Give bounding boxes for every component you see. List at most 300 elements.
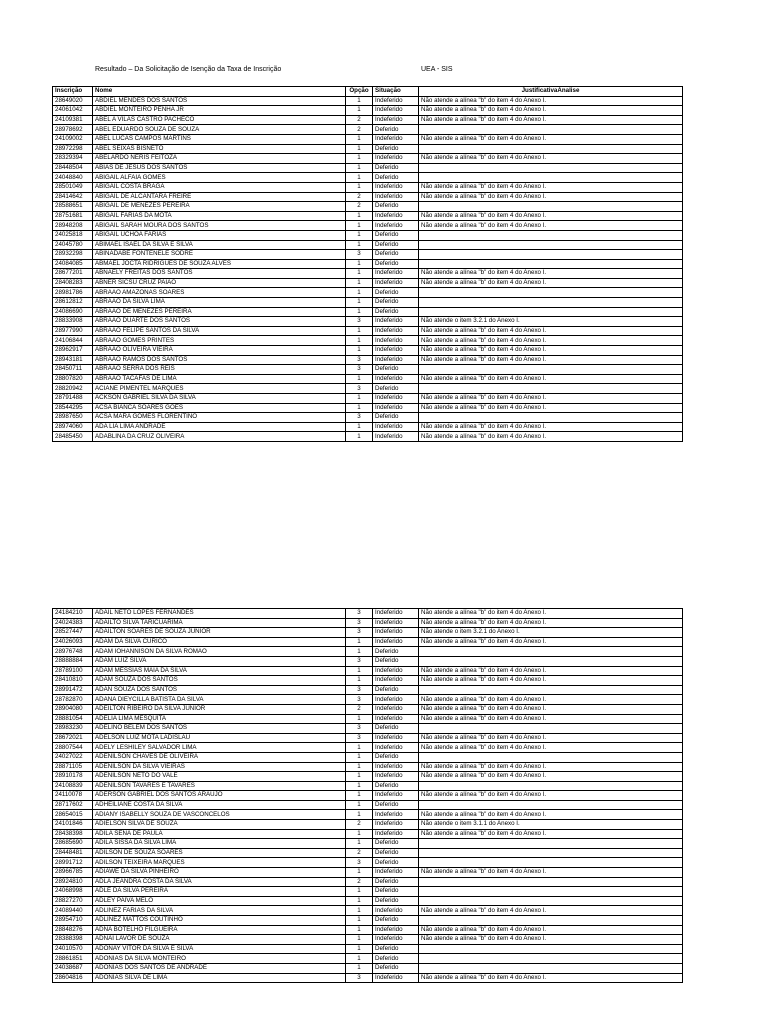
table-row — [53, 240, 683, 250]
cell-justificativa — [419, 307, 683, 317]
cell-situacao: Indeferido — [373, 695, 419, 705]
cell-justificativa: Não atende a alínea "b" do item 4 do Anexo I. — [419, 695, 683, 705]
cell-opcao: 2 — [346, 202, 373, 212]
cell-nome: ADAM DA SILVA CURICO — [93, 637, 346, 647]
cell-opcao: 1 — [346, 752, 373, 762]
cell-justificativa — [419, 858, 683, 868]
cell-nome: ABIAS DE JESUS DOS SANTOS — [93, 163, 346, 173]
cell-nome: ADLINEZ MATTOS COUTINHO — [93, 916, 346, 926]
table-row — [53, 413, 683, 423]
results-table-page-2 — [52, 608, 683, 983]
cell-inscricao: 28408283 — [53, 278, 93, 288]
cell-inscricao: 28904080 — [53, 704, 93, 714]
cell-justificativa — [419, 413, 683, 423]
cell-justificativa: Não atende a alínea "b" do item 4 do Anexo I. — [419, 211, 683, 221]
table-row — [53, 365, 683, 375]
cell-opcao: 3 — [346, 724, 373, 734]
table-row — [53, 202, 683, 212]
cell-nome: ADHEILIANE COSTA DA SILVA — [93, 800, 346, 810]
cell-nome: ABRAAO RAMOS DOS SANTOS — [93, 355, 346, 365]
cell-justificativa — [419, 144, 683, 154]
cell-justificativa — [419, 230, 683, 240]
cell-opcao: 1 — [346, 800, 373, 810]
cell-inscricao: 28751681 — [53, 211, 93, 221]
cell-inscricao: 28717602 — [53, 800, 93, 810]
cell-justificativa: Não atende o item 3.2.1 do Anexo I. — [419, 628, 683, 638]
cell-nome: ABIGAIL COSTA BRAGA — [93, 182, 346, 192]
cell-nome: ABIGAIL ALFAIA GOMES — [93, 173, 346, 183]
table-row — [53, 278, 683, 288]
cell-justificativa: Não atende o item 3.1.1 do Anexo I. — [419, 820, 683, 830]
cell-situacao: Deferido — [373, 163, 419, 173]
cell-opcao: 2 — [346, 704, 373, 714]
cell-opcao: 1 — [346, 935, 373, 945]
table-row — [53, 134, 683, 144]
cell-inscricao: 24038687 — [53, 963, 93, 973]
cell-nome: ADONIAS SILVA DE LIMA — [93, 973, 346, 983]
cell-opcao: 2 — [346, 848, 373, 858]
table-row — [53, 637, 683, 647]
table-row — [53, 877, 683, 887]
table-row — [53, 752, 683, 762]
table-row — [53, 609, 683, 619]
cell-inscricao: 28672021 — [53, 733, 93, 743]
cell-justificativa: Não atende a alínea "b" do item 4 do Anexo I. — [419, 221, 683, 231]
cell-inscricao: 28924810 — [53, 877, 93, 887]
cell-justificativa: Não atende a alínea "b" do item 4 do Anexo I. — [419, 618, 683, 628]
cell-situacao: Indeferido — [373, 973, 419, 983]
cell-nome: ADAM SOUZA DOS SANTOS — [93, 676, 346, 686]
table-row — [53, 346, 683, 356]
cell-nome: ADA LIA LIMA ANDRADE — [93, 422, 346, 432]
table-row — [53, 403, 683, 413]
cell-situacao: Indeferido — [373, 182, 419, 192]
cell-opcao: 1 — [346, 240, 373, 250]
cell-situacao: Deferido — [373, 144, 419, 154]
cell-opcao: 3 — [346, 685, 373, 695]
cell-nome: ABEL SEIXAS BISNETO — [93, 144, 346, 154]
cell-situacao: Deferido — [373, 259, 419, 269]
cell-nome: ABNER SICSU CRUZ PAIAO — [93, 278, 346, 288]
cell-nome: ABIGAIL DE MENEZES PEREIRA — [93, 202, 346, 212]
cell-justificativa: Não atende a alínea "b" do item 4 do Anexo I. — [419, 704, 683, 714]
cell-nome: ADENILSON NETO DO VALE — [93, 772, 346, 782]
cell-situacao: Deferido — [373, 173, 419, 183]
cell-inscricao: 24010570 — [53, 944, 93, 954]
cell-opcao: 1 — [346, 182, 373, 192]
cell-nome: ABEL EDUARDO SOUZA DE SOUZA — [93, 125, 346, 135]
cell-justificativa — [419, 125, 683, 135]
cell-opcao: 3 — [346, 973, 373, 983]
cell-inscricao: 24061042 — [53, 106, 93, 116]
cell-nome: ABRAAO DUARTE DOS SANTOS — [93, 317, 346, 327]
document-org: UEA - SIS — [421, 66, 453, 73]
cell-situacao: Indeferido — [373, 432, 419, 442]
table-row — [53, 230, 683, 240]
cell-nome: ABMAEL JOCTA RIDRIGUES DE SOUZA ALVES — [93, 259, 346, 269]
cell-situacao: Deferido — [373, 656, 419, 666]
cell-inscricao: 28972298 — [53, 144, 93, 154]
cell-situacao: Deferido — [373, 288, 419, 298]
cell-nome: ADILSON DE SOUZA SOARES — [93, 848, 346, 858]
cell-justificativa — [419, 887, 683, 897]
cell-nome: ABELARDO NERIS FEITOZA — [93, 154, 346, 164]
cell-justificativa — [419, 202, 683, 212]
cell-opcao: 1 — [346, 829, 373, 839]
cell-justificativa — [419, 848, 683, 858]
cell-situacao: Indeferido — [373, 154, 419, 164]
table-row — [53, 973, 683, 983]
cell-nome: ADIAWE DA SILVA PINHEIRO — [93, 868, 346, 878]
table-row — [53, 743, 683, 753]
cell-inscricao: 24026093 — [53, 637, 93, 647]
cell-opcao: 1 — [346, 714, 373, 724]
cell-inscricao: 24025818 — [53, 230, 93, 240]
table-row — [53, 106, 683, 116]
cell-situacao: Deferido — [373, 954, 419, 964]
cell-justificativa: Não atende a alínea "b" do item 4 do Anexo I. — [419, 346, 683, 356]
cell-opcao: 1 — [346, 925, 373, 935]
cell-justificativa: Não atende a alínea "b" do item 4 do Anexo I. — [419, 676, 683, 686]
cell-justificativa: Não atende a alínea "b" do item 4 do Anexo I. — [419, 906, 683, 916]
cell-opcao: 1 — [346, 791, 373, 801]
cell-inscricao: 24101846 — [53, 820, 93, 830]
cell-opcao: 1 — [346, 96, 373, 106]
cell-justificativa — [419, 173, 683, 183]
cell-situacao: Indeferido — [373, 278, 419, 288]
cell-inscricao: 28848276 — [53, 925, 93, 935]
cell-situacao: Deferido — [373, 916, 419, 926]
cell-justificativa — [419, 685, 683, 695]
cell-justificativa: Não atende a alínea "b" do item 4 do Anexo I. — [419, 772, 683, 782]
cell-opcao: 3 — [346, 317, 373, 327]
cell-situacao: Deferido — [373, 800, 419, 810]
cell-opcao: 1 — [346, 432, 373, 442]
cell-inscricao: 28329394 — [53, 154, 93, 164]
cell-situacao: Deferido — [373, 963, 419, 973]
cell-inscricao: 28820942 — [53, 384, 93, 394]
cell-nome: ACSA BIANCA SOARES GOES — [93, 403, 346, 413]
cell-inscricao: 28932298 — [53, 250, 93, 260]
cell-justificativa — [419, 781, 683, 791]
cell-nome: ADIELSON SILVA DE SOUZA — [93, 820, 346, 830]
cell-opcao: 1 — [346, 336, 373, 346]
cell-nome: ACSA MARA GOMES FLORENTINO — [93, 413, 346, 423]
cell-situacao: Indeferido — [373, 820, 419, 830]
cell-inscricao: 24086690 — [53, 307, 93, 317]
cell-nome: ADONIAS DOS SANTOS DE ANDRADE — [93, 963, 346, 973]
cell-opcao: 3 — [346, 618, 373, 628]
cell-inscricao: 28910178 — [53, 772, 93, 782]
cell-inscricao: 24045780 — [53, 240, 93, 250]
cell-situacao: Indeferido — [373, 762, 419, 772]
cell-justificativa — [419, 163, 683, 173]
cell-inscricao: 28976748 — [53, 647, 93, 657]
cell-opcao: 1 — [346, 781, 373, 791]
table-row — [53, 666, 683, 676]
cell-situacao: Indeferido — [373, 714, 419, 724]
cell-justificativa: Não atende a alínea "b" do item 4 do Anexo I. — [419, 791, 683, 801]
cell-nome: ADELINO BELEM DOS SANTOS — [93, 724, 346, 734]
cell-situacao: Deferido — [373, 944, 419, 954]
cell-nome: ADONIAS DA SILVA MONTEIRO — [93, 954, 346, 964]
cell-opcao: 1 — [346, 887, 373, 897]
cell-situacao: Indeferido — [373, 106, 419, 116]
cell-situacao: Deferido — [373, 125, 419, 135]
cell-nome: ADNA BOTELHO FILGUEIRA — [93, 925, 346, 935]
cell-opcao: 1 — [346, 298, 373, 308]
table-row — [53, 714, 683, 724]
cell-justificativa — [419, 752, 683, 762]
cell-opcao: 3 — [346, 656, 373, 666]
cell-justificativa: Não atende a alínea "b" do item 4 do Anexo I. — [419, 422, 683, 432]
cell-opcao: 3 — [346, 250, 373, 260]
cell-justificativa — [419, 944, 683, 954]
cell-nome: ACKSON GABRIEL SILVA DA SILVA — [93, 394, 346, 404]
cell-justificativa — [419, 288, 683, 298]
table-row — [53, 925, 683, 935]
table-row — [53, 269, 683, 279]
cell-situacao: Indeferido — [373, 317, 419, 327]
cell-situacao: Indeferido — [373, 733, 419, 743]
cell-opcao: 1 — [346, 394, 373, 404]
cell-opcao: 1 — [346, 637, 373, 647]
cell-nome: ABRAAO AMAZONAS SOARES — [93, 288, 346, 298]
cell-opcao: 3 — [346, 384, 373, 394]
cell-inscricao: 28943181 — [53, 355, 93, 365]
cell-opcao: 1 — [346, 307, 373, 317]
cell-inscricao: 28983230 — [53, 724, 93, 734]
cell-situacao: Indeferido — [373, 192, 419, 202]
cell-justificativa: Não atende a alínea "b" do item 4 do Anexo I. — [419, 154, 683, 164]
cell-situacao: Indeferido — [373, 906, 419, 916]
cell-inscricao: 28991712 — [53, 858, 93, 868]
cell-situacao: Deferido — [373, 298, 419, 308]
cell-situacao: Indeferido — [373, 355, 419, 365]
cell-opcao: 1 — [346, 666, 373, 676]
cell-situacao: Deferido — [373, 647, 419, 657]
cell-situacao: Indeferido — [373, 829, 419, 839]
cell-justificativa — [419, 647, 683, 657]
cell-situacao: Deferido — [373, 887, 419, 897]
cell-inscricao: 28438398 — [53, 829, 93, 839]
header-nome: Nome — [93, 87, 346, 97]
cell-opcao: 1 — [346, 896, 373, 906]
cell-nome: ADENILSON CHAVES DE OLIVEIRA — [93, 752, 346, 762]
cell-situacao: Indeferido — [373, 346, 419, 356]
cell-justificativa: Não atende a alínea "b" do item 4 do Anexo I. — [419, 666, 683, 676]
cell-opcao: 1 — [346, 916, 373, 926]
table-row — [53, 144, 683, 154]
cell-inscricao: 24108839 — [53, 781, 93, 791]
cell-nome: ADAM MESSIAS MAIA DA SILVA — [93, 666, 346, 676]
table-row — [53, 154, 683, 164]
cell-opcao: 1 — [346, 278, 373, 288]
cell-inscricao: 28861851 — [53, 954, 93, 964]
cell-opcao: 1 — [346, 868, 373, 878]
cell-justificativa: Não atende a alínea "b" do item 4 do Anexo I. — [419, 829, 683, 839]
table-row — [53, 733, 683, 743]
cell-inscricao: 24109381 — [53, 115, 93, 125]
table-row — [53, 307, 683, 317]
cell-justificativa: Não atende a alínea "b" do item 4 do Anexo I. — [419, 810, 683, 820]
cell-inscricao: 28685690 — [53, 839, 93, 849]
table-row — [53, 221, 683, 231]
header-opcao: Opção — [346, 87, 373, 97]
cell-situacao: Indeferido — [373, 772, 419, 782]
cell-opcao: 1 — [346, 422, 373, 432]
cell-inscricao: 24110078 — [53, 791, 93, 801]
cell-inscricao: 28654015 — [53, 810, 93, 820]
cell-nome: ADAILTO SILVA TARICUARIMA — [93, 618, 346, 628]
cell-opcao: 3 — [346, 413, 373, 423]
cell-opcao: 3 — [346, 628, 373, 638]
cell-situacao: Deferido — [373, 413, 419, 423]
cell-opcao: 1 — [346, 954, 373, 964]
table-row — [53, 963, 683, 973]
cell-justificativa: Não atende a alínea "b" do item 4 do Anexo I. — [419, 134, 683, 144]
cell-opcao: 1 — [346, 346, 373, 356]
cell-inscricao: 28791488 — [53, 394, 93, 404]
cell-justificativa — [419, 877, 683, 887]
cell-opcao: 3 — [346, 355, 373, 365]
cell-nome: ABRAAO DA SILVA LIMA — [93, 298, 346, 308]
cell-justificativa: Não atende a alínea "b" do item 4 do Anexo I. — [419, 269, 683, 279]
table-row — [53, 695, 683, 705]
cell-inscricao: 28448481 — [53, 848, 93, 858]
cell-inscricao: 28588651 — [53, 202, 93, 212]
cell-inscricao: 24068998 — [53, 887, 93, 897]
cell-inscricao: 28677201 — [53, 269, 93, 279]
cell-opcao: 1 — [346, 288, 373, 298]
cell-nome: ABEL A VILAS CASTRO PACHECO — [93, 115, 346, 125]
cell-situacao: Indeferido — [373, 618, 419, 628]
cell-opcao: 1 — [346, 269, 373, 279]
cell-inscricao: 28977990 — [53, 326, 93, 336]
table-row — [53, 800, 683, 810]
cell-inscricao: 28501049 — [53, 182, 93, 192]
cell-inscricao: 28612812 — [53, 298, 93, 308]
cell-situacao: Indeferido — [373, 637, 419, 647]
cell-opcao: 1 — [346, 163, 373, 173]
cell-inscricao: 28789100 — [53, 666, 93, 676]
table-row — [53, 374, 683, 384]
cell-opcao: 1 — [346, 963, 373, 973]
cell-justificativa: Não atende a alínea "b" do item 4 do Anexo I. — [419, 714, 683, 724]
cell-situacao: Indeferido — [373, 791, 419, 801]
cell-justificativa — [419, 365, 683, 375]
cell-nome: ABINADABE FONTENELE SODRE — [93, 250, 346, 260]
cell-nome: ADAM IOHANNISON DA SILVA ROMAO — [93, 647, 346, 657]
cell-inscricao: 24048840 — [53, 173, 93, 183]
cell-justificativa: Não atende a alínea "b" do item 4 do Anexo I. — [419, 192, 683, 202]
cell-inscricao: 28807820 — [53, 374, 93, 384]
table-row — [53, 781, 683, 791]
cell-justificativa: Não atende a alínea "b" do item 4 do Anexo I. — [419, 432, 683, 442]
cell-opcao: 1 — [346, 221, 373, 231]
cell-inscricao: 28948208 — [53, 221, 93, 231]
cell-opcao: 1 — [346, 944, 373, 954]
cell-nome: ABIGAIL SARAH MOURA DOS SANTOS — [93, 221, 346, 231]
cell-justificativa: Não atende a alínea "b" do item 4 do Anexo I. — [419, 733, 683, 743]
cell-inscricao: 28527447 — [53, 628, 93, 638]
cell-situacao: Deferido — [373, 685, 419, 695]
cell-nome: ABRAAO DE MENEZES PEREIRA — [93, 307, 346, 317]
cell-inscricao: 28987650 — [53, 413, 93, 423]
cell-nome: ABIMAEL ISAEL DA SILVA E SILVA — [93, 240, 346, 250]
cell-nome: ADILA SISSA DA SILVA LIMA — [93, 839, 346, 849]
table-row — [53, 326, 683, 336]
cell-nome: ABNAELY FREITAS DOS SANTOS — [93, 269, 346, 279]
cell-inscricao: 28981786 — [53, 288, 93, 298]
cell-opcao: 1 — [346, 906, 373, 916]
table-row — [53, 829, 683, 839]
cell-situacao: Deferido — [373, 384, 419, 394]
cell-inscricao: 28450711 — [53, 365, 93, 375]
cell-situacao: Indeferido — [373, 374, 419, 384]
cell-situacao: Indeferido — [373, 336, 419, 346]
cell-justificativa — [419, 954, 683, 964]
cell-situacao: Deferido — [373, 307, 419, 317]
table-row — [53, 628, 683, 638]
cell-nome: ABDIEL MONTEIRO PENHA JR — [93, 106, 346, 116]
table-row — [53, 906, 683, 916]
cell-justificativa — [419, 259, 683, 269]
cell-inscricao: 28388398 — [53, 935, 93, 945]
cell-situacao: Deferido — [373, 781, 419, 791]
cell-nome: ADAM LUIZ SILVA — [93, 656, 346, 666]
cell-inscricao: 28649020 — [53, 96, 93, 106]
table-row — [53, 618, 683, 628]
cell-situacao: Indeferido — [373, 422, 419, 432]
table-row — [53, 647, 683, 657]
cell-justificativa — [419, 240, 683, 250]
header-situacao: Situação — [373, 87, 419, 97]
cell-nome: ABRAAO TACAFAS DE LIMA — [93, 374, 346, 384]
cell-justificativa: Não atende a alínea "b" do item 4 do Anexo I. — [419, 743, 683, 753]
cell-nome: ADELSON LUIZ MOTA LADISLAU — [93, 733, 346, 743]
table-row — [53, 896, 683, 906]
cell-situacao: Indeferido — [373, 134, 419, 144]
cell-justificativa: Não atende a alínea "b" do item 4 do Anexo I. — [419, 106, 683, 116]
cell-situacao: Indeferido — [373, 935, 419, 945]
cell-justificativa: Não atende a alínea "b" do item 4 do Anexo I. — [419, 637, 683, 647]
cell-nome: ADANA DIEYCILLA BATISTA DA SILVA — [93, 695, 346, 705]
cell-inscricao: 28485450 — [53, 432, 93, 442]
cell-opcao: 2 — [346, 115, 373, 125]
cell-opcao: 1 — [346, 134, 373, 144]
document-title: Resultado – Da Solicitação de Isenção da Taxa de Inscrição — [95, 66, 282, 73]
cell-situacao: Deferido — [373, 752, 419, 762]
cell-opcao: 1 — [346, 230, 373, 240]
cell-justificativa: Não atende a alínea "b" do item 4 do Anexo I. — [419, 96, 683, 106]
cell-situacao: Indeferido — [373, 704, 419, 714]
cell-justificativa: Não atende a alínea "b" do item 4 do Anexo I. — [419, 326, 683, 336]
cell-justificativa — [419, 250, 683, 260]
cell-inscricao: 28448504 — [53, 163, 93, 173]
cell-inscricao: 28974060 — [53, 422, 93, 432]
cell-inscricao: 28410810 — [53, 676, 93, 686]
cell-situacao: Indeferido — [373, 743, 419, 753]
cell-opcao: 2 — [346, 877, 373, 887]
cell-situacao: Indeferido — [373, 211, 419, 221]
cell-situacao: Indeferido — [373, 403, 419, 413]
cell-nome: ADLEY PAIVA MELO — [93, 896, 346, 906]
table-row — [53, 887, 683, 897]
cell-opcao: 1 — [346, 839, 373, 849]
table-row — [53, 336, 683, 346]
cell-inscricao: 24109002 — [53, 134, 93, 144]
